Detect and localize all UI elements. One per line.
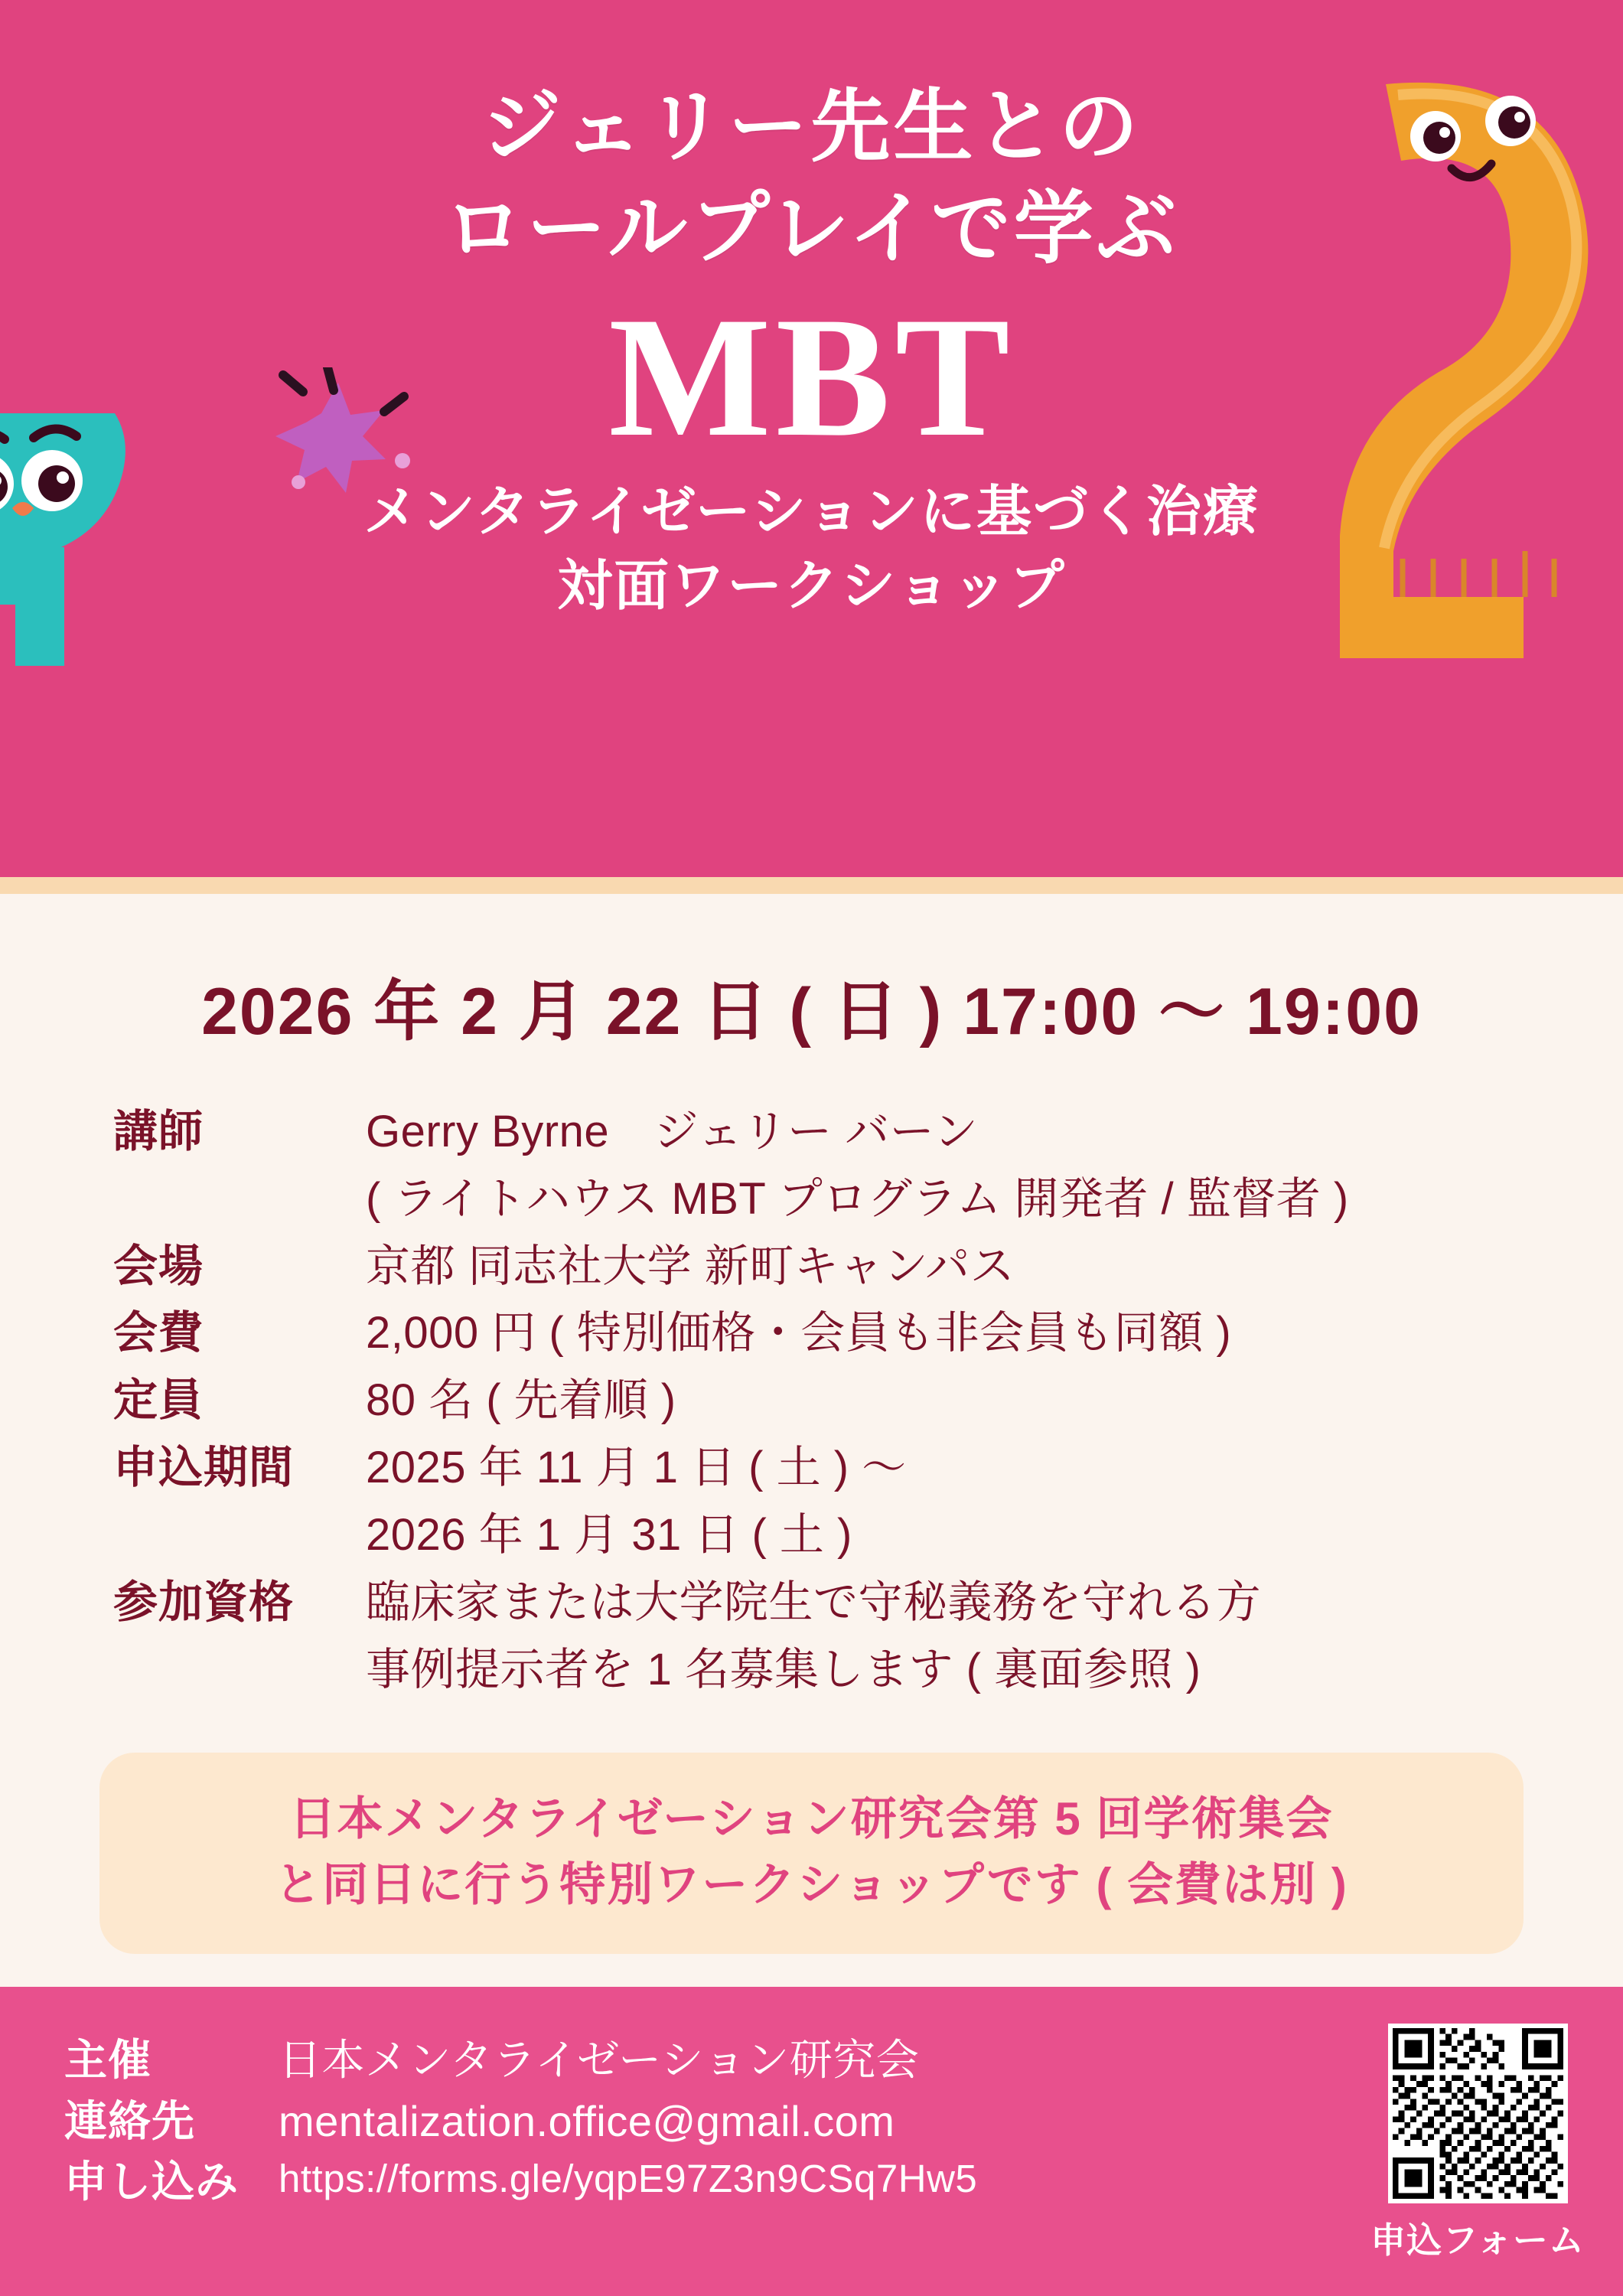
poster-footer [0,1987,1623,2296]
title-main-mbt: MBT [608,281,1015,473]
detail-row [113,1435,1623,1501]
footer-label-organizer: 主催 [64,2036,152,2084]
detail-value-venue: 京都 同志社大学 新町キャンパス [366,1241,1015,1291]
title-block [0,77,1623,623]
footer-contact-block [0,1987,1332,2213]
footer-value-email[interactable]: mentalization.office@gmail.com [279,2096,895,2145]
title-line-1: ジェリー先生との [481,83,1142,171]
footer-value-organizer: 日本メンタライゼーション研究会 [279,2036,920,2084]
detail-label-eligibility: 参加資格 [113,1577,295,1627]
detail-row [113,1502,1623,1568]
qr-code[interactable] [1388,2024,1568,2203]
poster-body [0,958,1623,2051]
detail-label-fee: 会費 [113,1308,204,1358]
detail-value-lecturer: Gerry Byrne ジェリー バーン [366,1107,979,1156]
detail-value-application-period: 2025 年 11 月 1 日 ( 土 ) 〜 [366,1443,907,1493]
event-details-list [113,1099,1623,1702]
detail-value-application-period-sub: 2026 年 1 月 31 日 ( 土 ) [366,1509,852,1560]
detail-value-eligibility: 臨床家または大学院生で守秘義務を守れる方 [366,1577,1262,1627]
subtitle-line-2: 対面ワークショップ [557,555,1066,617]
detail-value-eligibility-sub: 事例提示者を 1 名募集します ( 裏面参照 ) [366,1644,1201,1694]
detail-row [113,1300,1623,1366]
header-underline-divider [0,877,1623,894]
detail-label-venue: 会場 [113,1241,204,1291]
detail-value-lecturer-sub: ( ライトハウス MBT プログラム 開発者 / 監督者 ) [366,1173,1349,1224]
detail-value-capacity: 80 名 ( 先着順 ) [366,1375,676,1426]
detail-value-fee: 2,000 円 ( 特別価格・会員も非会員も同額 ) [366,1308,1232,1358]
footer-label-contact: 連絡先 [64,2096,195,2145]
title-line-2: ロールプレイで学ぶ [444,184,1179,274]
footer-values [279,2030,977,2213]
footer-label-application: 申し込み [64,2157,239,2206]
subtitle-line-1: メンタライゼーションに基づく治療 [363,481,1260,543]
qr-block [1332,1987,1623,2263]
detail-row [113,1234,1623,1300]
detail-row [113,1570,1623,1636]
event-date-time: 2026 年 2 月 22 日 ( 日 ) 17:00 〜 19:00 [201,975,1422,1049]
detail-label-lecturer: 講師 [113,1107,204,1156]
footer-value-form-url[interactable]: https://forms.gle/yqpE97Z3n9CSq7Hw5 [279,2157,978,2201]
callout-line-1: 日本メンタライゼーション研究会第 5 回学術集会 [289,1793,1334,1845]
callout-box [99,1753,1524,1953]
detail-row [113,1166,1623,1232]
detail-label-capacity: 定員 [113,1375,204,1426]
callout-line-2: と同日に行う特別ワークショップです ( 会費は別 ) [275,1858,1348,1910]
poster-header [0,0,1623,894]
qr-caption: 申込フォーム [1370,2220,1585,2260]
detail-row [113,1368,1623,1433]
detail-row [113,1099,1623,1165]
footer-labels [64,2030,279,2213]
detail-label-application-period: 申込期間 [113,1443,295,1493]
detail-row [113,1637,1623,1703]
